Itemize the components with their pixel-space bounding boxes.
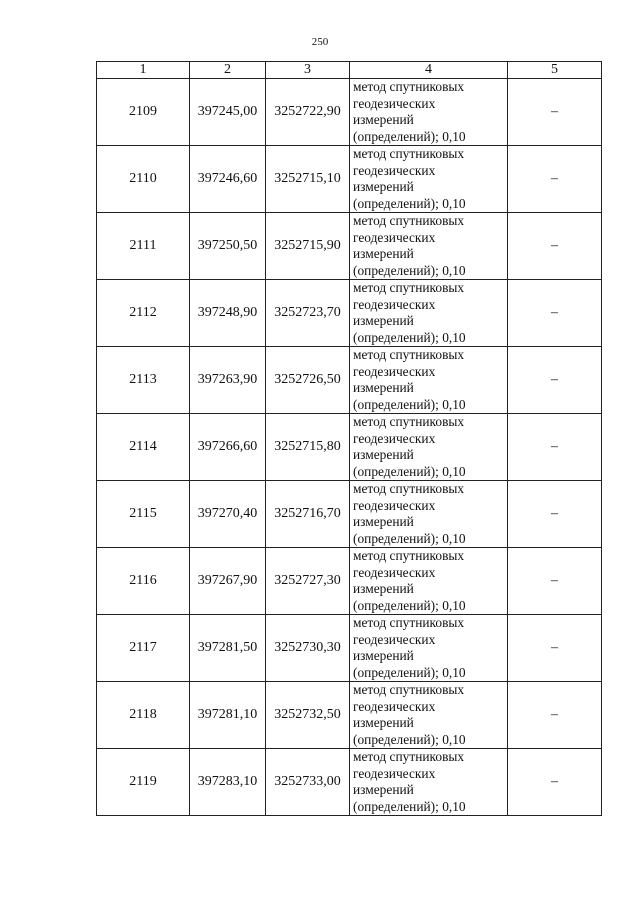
table-row: [97, 548, 602, 615]
method-line: измерений: [353, 380, 414, 395]
note: –: [508, 280, 602, 347]
coord-y: 3252723,70: [266, 280, 350, 347]
point-id: 2116: [97, 548, 190, 615]
method-line: метод спутниковых: [353, 682, 465, 697]
note: –: [508, 213, 602, 280]
method-line: геодезических: [353, 95, 436, 111]
table-row: [97, 414, 602, 481]
note: –: [508, 146, 602, 213]
method-line: метод спутниковых: [353, 146, 465, 161]
method-description: [350, 615, 508, 682]
point-id: 2111: [97, 213, 190, 280]
method-line: измерений: [353, 514, 414, 529]
point-id: 2109: [97, 79, 190, 146]
coord-y: 3252715,80: [266, 414, 350, 481]
header-col-2: 2: [190, 62, 266, 79]
method-description: [350, 280, 508, 347]
coord-x: 397246,60: [190, 146, 266, 213]
table-row: [97, 280, 602, 347]
note: –: [508, 682, 602, 749]
coord-x: 397263,90: [190, 347, 266, 414]
method-description: [350, 146, 508, 213]
method-line: измерений: [353, 581, 414, 596]
method-line: измерений: [353, 313, 414, 328]
coord-y: 3252727,30: [266, 548, 350, 615]
method-line: геодезических: [353, 296, 436, 312]
header-col-1: 1: [97, 62, 190, 79]
header-col-4: 4: [350, 62, 508, 79]
method-line: измерений: [353, 179, 414, 194]
method-line: метод спутниковых: [353, 79, 465, 94]
method-line: (определений); 0,10: [353, 597, 466, 613]
method-line: (определений); 0,10: [353, 731, 466, 747]
method-line: геодезических: [353, 497, 436, 513]
method-description: [350, 79, 508, 146]
table-row: [97, 615, 602, 682]
method-description: [350, 682, 508, 749]
note: –: [508, 548, 602, 615]
method-description: [350, 548, 508, 615]
coord-x: 397248,90: [190, 280, 266, 347]
method-line: метод спутниковых: [353, 548, 465, 563]
method-line: геодезических: [353, 698, 436, 714]
coord-y: 3252722,90: [266, 79, 350, 146]
method-line: (определений); 0,10: [353, 329, 466, 345]
coord-x: 397270,40: [190, 481, 266, 548]
method-line: метод спутниковых: [353, 481, 465, 496]
coord-y: 3252732,50: [266, 682, 350, 749]
table-row: [97, 749, 602, 816]
note: –: [508, 414, 602, 481]
header-col-3: 3: [266, 62, 350, 79]
point-id: 2119: [97, 749, 190, 816]
method-line: геодезических: [353, 564, 436, 580]
coordinates-table: [96, 61, 602, 816]
note: –: [508, 347, 602, 414]
coord-y: 3252730,30: [266, 615, 350, 682]
note: –: [508, 79, 602, 146]
coord-y: 3252716,70: [266, 481, 350, 548]
method-line: (определений); 0,10: [353, 262, 466, 278]
coord-y: 3252715,10: [266, 146, 350, 213]
table-row: [97, 682, 602, 749]
method-line: метод спутниковых: [353, 615, 465, 630]
method-description: [350, 213, 508, 280]
coord-x: 397245,00: [190, 79, 266, 146]
point-id: 2112: [97, 280, 190, 347]
method-line: (определений); 0,10: [353, 664, 466, 680]
page-number: 250: [311, 36, 329, 48]
note: –: [508, 749, 602, 816]
method-line: измерений: [353, 246, 414, 261]
header-col-5: 5: [508, 62, 602, 79]
point-id: 2113: [97, 347, 190, 414]
method-description: [350, 481, 508, 548]
method-line: метод спутниковых: [353, 414, 465, 429]
table-row: [97, 481, 602, 548]
coord-x: 397281,10: [190, 682, 266, 749]
table-row: [97, 79, 602, 146]
table-row: [97, 213, 602, 280]
method-line: (определений); 0,10: [353, 128, 466, 144]
point-id: 2114: [97, 414, 190, 481]
method-line: метод спутниковых: [353, 347, 465, 362]
note: –: [508, 615, 602, 682]
table-row: [97, 347, 602, 414]
method-line: (определений); 0,10: [353, 530, 466, 546]
point-id: 2115: [97, 481, 190, 548]
method-line: измерений: [353, 112, 414, 127]
method-line: геодезических: [353, 430, 436, 446]
coord-y: 3252733,00: [266, 749, 350, 816]
method-description: [350, 749, 508, 816]
method-line: (определений); 0,10: [353, 195, 466, 211]
method-line: геодезических: [353, 162, 436, 178]
header-row: [97, 62, 602, 79]
method-line: (определений); 0,10: [353, 463, 466, 479]
method-line: геодезических: [353, 229, 436, 245]
point-id: 2118: [97, 682, 190, 749]
method-line: геодезических: [353, 631, 436, 647]
method-description: [350, 414, 508, 481]
coord-x: 397281,50: [190, 615, 266, 682]
method-line: (определений); 0,10: [353, 798, 466, 814]
coord-y: 3252715,90: [266, 213, 350, 280]
method-line: геодезических: [353, 765, 436, 781]
coord-x: 397283,10: [190, 749, 266, 816]
method-line: измерений: [353, 648, 414, 663]
method-line: геодезических: [353, 363, 436, 379]
method-line: измерений: [353, 715, 414, 730]
method-line: измерений: [353, 447, 414, 462]
method-line: измерений: [353, 782, 414, 797]
coord-x: 397267,90: [190, 548, 266, 615]
coord-y: 3252726,50: [266, 347, 350, 414]
method-line: (определений); 0,10: [353, 396, 466, 412]
method-line: метод спутниковых: [353, 213, 465, 228]
method-line: метод спутниковых: [353, 280, 465, 295]
method-description: [350, 347, 508, 414]
coord-x: 397250,50: [190, 213, 266, 280]
point-id: 2117: [97, 615, 190, 682]
point-id: 2110: [97, 146, 190, 213]
coord-x: 397266,60: [190, 414, 266, 481]
note: –: [508, 481, 602, 548]
table-row: [97, 146, 602, 213]
method-line: метод спутниковых: [353, 749, 465, 764]
